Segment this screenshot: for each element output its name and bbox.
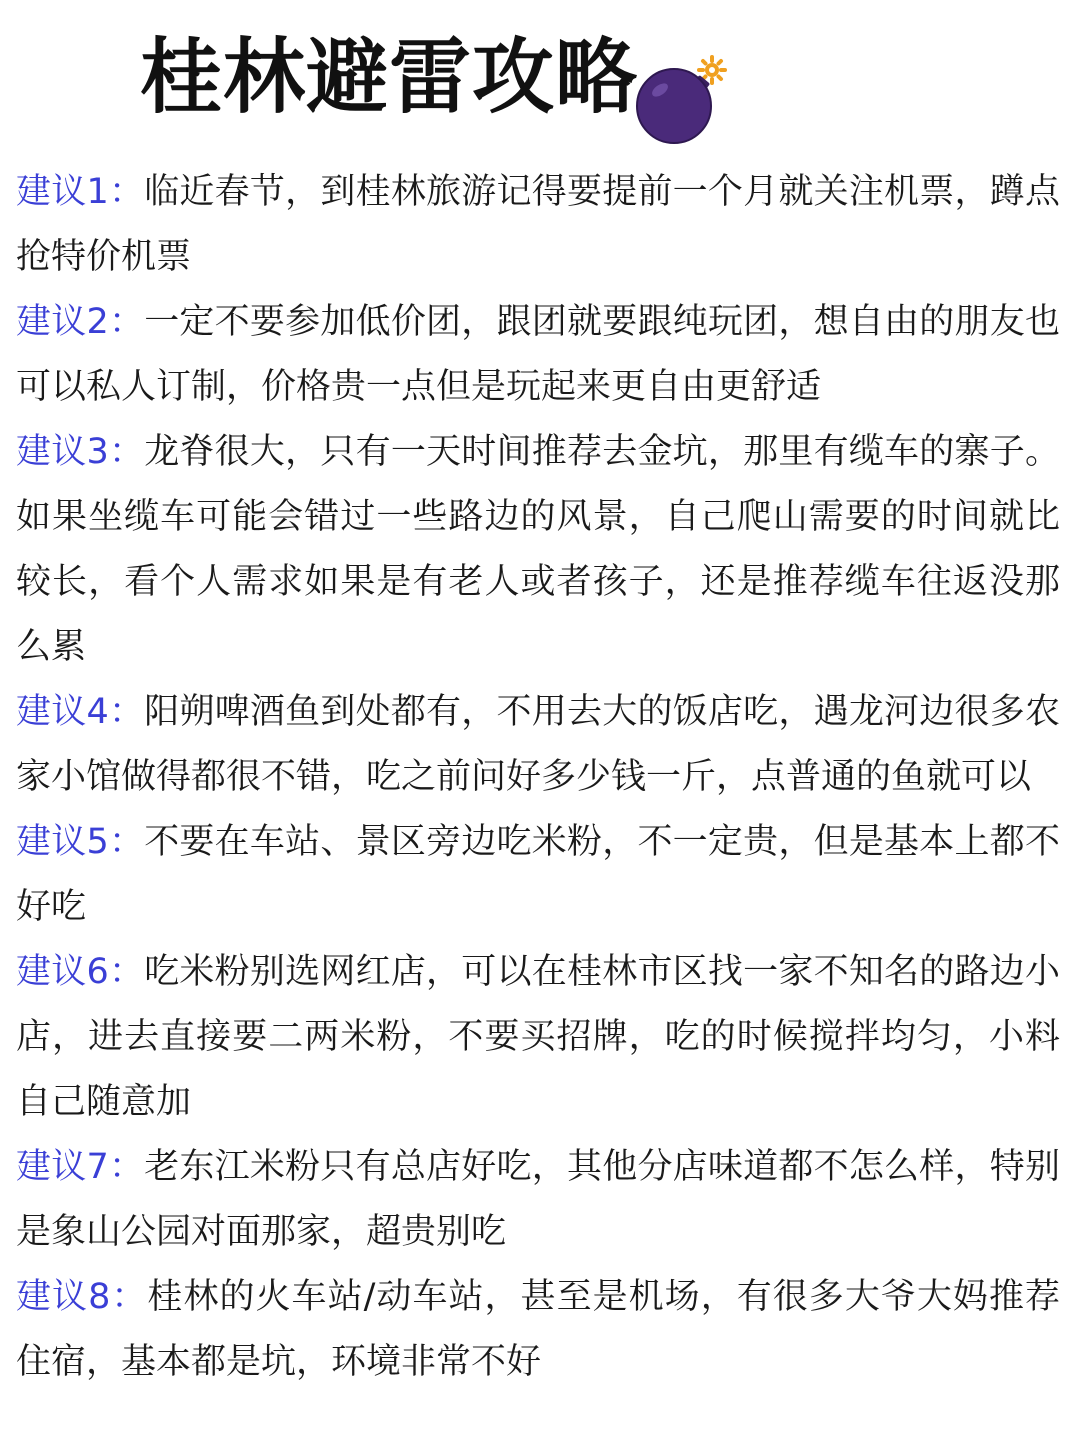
- tip-text: 临近春节，到桂林旅游记得要提前一个月就关注机票，蹲点抢特价机票: [16, 172, 1060, 277]
- tip-item: [16, 680, 1060, 810]
- tip-label: 建议5：: [16, 822, 145, 862]
- tip-text: 吃米粉别选网红店，可以在桂林市区找一家不知名的路边小店，进去直接要二两米粉，不要买招牌，吃的时候搅拌均匀，小料自己随意加: [16, 952, 1060, 1122]
- tip-item: [16, 810, 1060, 940]
- tip-text: 桂林的火车站/动车站，甚至是机场，有很多大爷大妈推荐住宿，基本都是坑，环境非常不好: [16, 1277, 1060, 1382]
- tips-list: [16, 160, 1060, 1395]
- tip-text: 不要在车站、景区旁边吃米粉，不一定贵，但是基本上都不好吃: [16, 822, 1060, 927]
- tip-label: 建议1：: [16, 172, 145, 212]
- tip-label: 建议4：: [16, 692, 145, 732]
- tip-text: 阳朔啤酒鱼到处都有，不用去大的饭店吃，遇龙河边很多农家小馆做得都很不错，吃之前问好多少钱一斤，点普通的鱼就可以: [16, 692, 1060, 797]
- tip-item: [16, 290, 1060, 420]
- tip-label: 建议3：: [16, 432, 145, 472]
- tip-item: [16, 940, 1060, 1135]
- tip-text: 老东江米粉只有总店好吃，其他分店味道都不怎么样，特别是象山公园对面那家，超贵别吃: [16, 1147, 1060, 1252]
- page-title: 桂林避雷攻略: [140, 30, 639, 125]
- tip-text: 一定不要参加低价团，跟团就要跟纯玩团，想自由的朋友也可以私人订制，价格贵一点但是玩起来更自由更舒适: [16, 302, 1060, 407]
- header: [0, 28, 1080, 128]
- tip-item: [16, 420, 1060, 680]
- tip-item: [16, 1265, 1060, 1395]
- tip-label: 建议6：: [16, 952, 145, 992]
- tip-label: 建议2：: [16, 302, 145, 342]
- tip-item: [16, 1135, 1060, 1265]
- tip-text: 龙脊很大，只有一天时间推荐去金坑，那里有缆车的寨子。如果坐缆车可能会错过一些路边的风景，自己爬山需要的时间就比较长，看个人需求如果是有老人或者孩子，还是推荐缆车往返没那么累: [16, 432, 1060, 667]
- tip-label: 建议7：: [16, 1147, 145, 1187]
- tip-item: [16, 160, 1060, 290]
- tip-label: 建议8：: [16, 1277, 148, 1317]
- bomb-icon: [632, 48, 732, 148]
